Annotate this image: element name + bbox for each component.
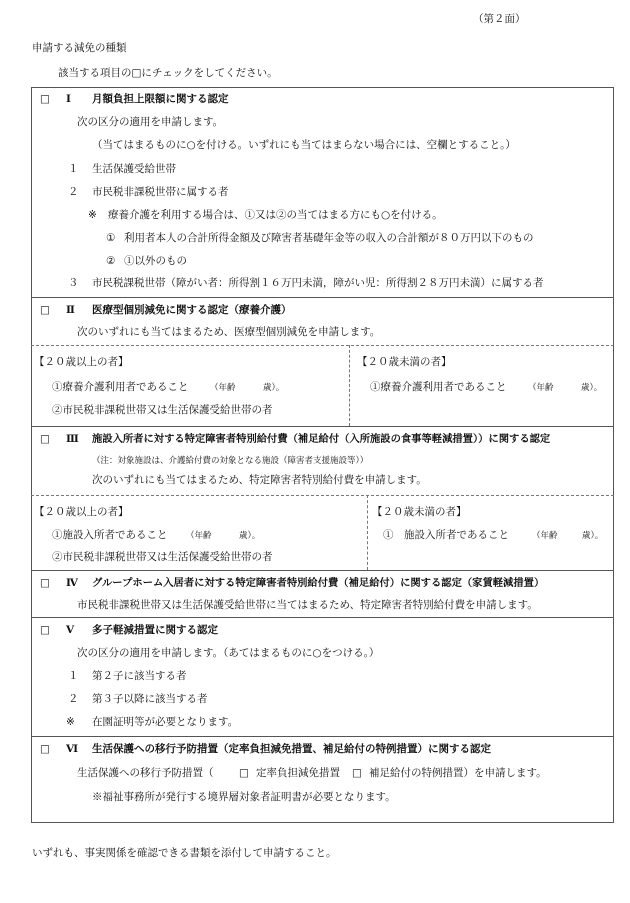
section-1-note: 療養介護を利用する場合は、①又は②の当てはまる方にも○を付ける。 xyxy=(108,209,443,221)
section-1-line-2: （当てはまるものに○を付ける。いずれにも当てはまらない場合には、空欄とすること。） xyxy=(92,139,516,151)
section-5-item-2-number: ２ xyxy=(68,693,79,705)
section-5-note-mark: ※ xyxy=(66,716,75,728)
checkbox-section-4[interactable]: □ xyxy=(40,577,50,589)
section-5-item-1-number: １ xyxy=(68,670,79,682)
section-2-title: 医療型個別減免に関する認定（療養介護） xyxy=(92,304,292,316)
checkbox-fixed-rate-reduction[interactable]: □ xyxy=(239,767,249,779)
section-1-sub-2-number: ② xyxy=(106,255,116,267)
section-6-number: Ⅵ xyxy=(66,743,79,755)
checkbox-section-1[interactable]: □ xyxy=(40,93,50,105)
section-2-left-heading: 【２０歳以上の者】 xyxy=(34,356,129,368)
section-3-left-item-2: ②市民税非課税世帯又は生活保護受給世帯の者 xyxy=(52,551,273,563)
section-1-item-1: 生活保護受給世帯 xyxy=(92,163,176,175)
section-3-note: （注：対象施設は、介護給付費の対象となる施設（障害者支援施設等）） xyxy=(92,456,369,466)
section-1-item-2: 市民税非課税世帯に属する者 xyxy=(92,186,229,198)
section-2-left-age-label: （年齢 xyxy=(210,383,236,393)
instruction-text: 該当する項目の□にチェックをしてください。 xyxy=(58,67,278,79)
section-2-right-age-label: （年齢 xyxy=(528,383,554,393)
section-1-title: 月額負担上限額に関する認定 xyxy=(92,93,229,105)
checkbox-section-3[interactable]: □ xyxy=(40,433,50,445)
section-1-line-1: 次の区分の適用を申請します。 xyxy=(77,116,224,128)
section-3-left-age-unit: 歳）。 xyxy=(239,531,261,541)
checkbox-section-6[interactable]: □ xyxy=(40,743,50,755)
section-6-option-1: 定率負担減免措置 xyxy=(256,767,340,779)
divider-5 xyxy=(31,736,614,737)
section-2-right-age-unit: 歳）。 xyxy=(581,383,603,393)
section-1-item-3: 市民税課税世帯（障がい者：所得割１６万円未満，障がい児：所得割２８万円未満）に属する者 xyxy=(92,277,544,289)
divider-3 xyxy=(31,570,614,571)
section-1-sub-1-number: ① xyxy=(106,232,116,244)
section-2-left-age-unit: 歳）。 xyxy=(263,383,285,393)
section-heading: 申請する減免の種類 xyxy=(32,42,127,54)
divider-2 xyxy=(31,426,614,427)
section-3-right-age-unit: 歳）。 xyxy=(582,531,604,541)
dashed-divider-1 xyxy=(31,345,614,346)
checkbox-supplementary-benefit-exception[interactable]: □ xyxy=(352,767,362,779)
divider-1 xyxy=(31,297,614,298)
section-5-line-1: 次の区分の適用を申請します。（あてはまるものに○をつける。） xyxy=(77,647,380,659)
checkbox-section-2[interactable]: □ xyxy=(40,304,50,316)
section-1-item-3-number: ３ xyxy=(68,277,79,289)
section-1-item-1-number: １ xyxy=(68,163,79,175)
section-5-note: 在園証明等が必要となります。 xyxy=(92,716,239,728)
section-5-number: Ⅴ xyxy=(66,624,75,636)
section-6-option-2: 補足給付の特例措置）を申請します。 xyxy=(369,767,547,779)
section-3-title: 施設入所者に対する特定障害者特別給付費（補足給付（入所施設の食事等軽減措置））に関する認定 xyxy=(92,433,551,445)
section-1-sub-1: 利用者本人の合計所得金額及び障害者基礎年金等の収入の合計額が８０万円以下のもの xyxy=(124,232,534,244)
section-3-right-age-label: （年齢 xyxy=(532,531,558,541)
section-1-item-2-number: ２ xyxy=(68,186,79,198)
page-number: （第２面） xyxy=(473,13,526,25)
dashed-divider-2 xyxy=(31,495,614,496)
section-2-left-item-1: ①療養介護利用者であること xyxy=(52,381,189,393)
section-3-left-age-label: （年齢 xyxy=(186,531,212,541)
section-3-number: Ⅲ xyxy=(66,433,79,445)
section-4-line-1: 市民税非課税世帯又は生活保護受給世帯に当てはまるため、特定障害者特別給付費を申請します。 xyxy=(77,599,538,611)
section-3-right-heading: 【２０歳未満の者】 xyxy=(372,506,467,518)
section-6-title: 生活保護への移行予防措置（定率負担減免措置、補足給付の特例措置）に関する認定 xyxy=(92,743,491,755)
section-2-number: Ⅱ xyxy=(66,304,75,316)
section-5-item-1: 第２子に該当する者 xyxy=(92,670,187,682)
section-4-number: Ⅳ xyxy=(66,577,78,589)
section-6-note: ※福祉事務所が発行する境界層対象者証明書が必要となります。 xyxy=(92,791,396,803)
section-6-line-1-start: 生活保護への移行予防措置（ xyxy=(77,767,214,779)
section-3-left-item-1: ①施設入所者であること xyxy=(52,529,168,541)
divider-4 xyxy=(31,617,614,618)
column-divider-1 xyxy=(349,345,350,426)
section-2-right-item-1: ①療養介護利用者であること xyxy=(370,381,507,393)
section-1-note-mark: ※ xyxy=(88,209,97,221)
section-3-right-item-1: ① 施設入所者であること xyxy=(383,529,509,541)
section-5-title: 多子軽減措置に関する認定 xyxy=(92,624,218,636)
section-5-item-2: 第３子以降に該当する者 xyxy=(92,693,208,705)
section-3-line-1: 次のいずれにも当てはまるため、特定障害者特別給付費を申請します。 xyxy=(92,474,427,486)
section-3-left-heading: 【２０歳以上の者】 xyxy=(34,506,129,518)
section-4-title: グループホーム入居者に対する特定障害者特別給付費（補足給付）に関する認定（家賃軽減措置） xyxy=(92,577,545,589)
section-1-sub-2: ①以外のもの xyxy=(124,255,187,267)
section-2-right-heading: 【２０歳未満の者】 xyxy=(357,356,452,368)
section-2-left-item-2: ②市民税非課税世帯又は生活保護受給世帯の者 xyxy=(52,404,273,416)
section-2-line-1: 次のいずれにも当てはまるため、医療型個別減免を申請します。 xyxy=(77,326,381,338)
checkbox-section-5[interactable]: □ xyxy=(40,624,50,636)
column-divider-2 xyxy=(367,495,368,570)
section-1-number: Ⅰ xyxy=(66,93,71,105)
footer-note: いずれも、事実関係を確認できる書類を添付して申請すること。 xyxy=(32,847,337,859)
